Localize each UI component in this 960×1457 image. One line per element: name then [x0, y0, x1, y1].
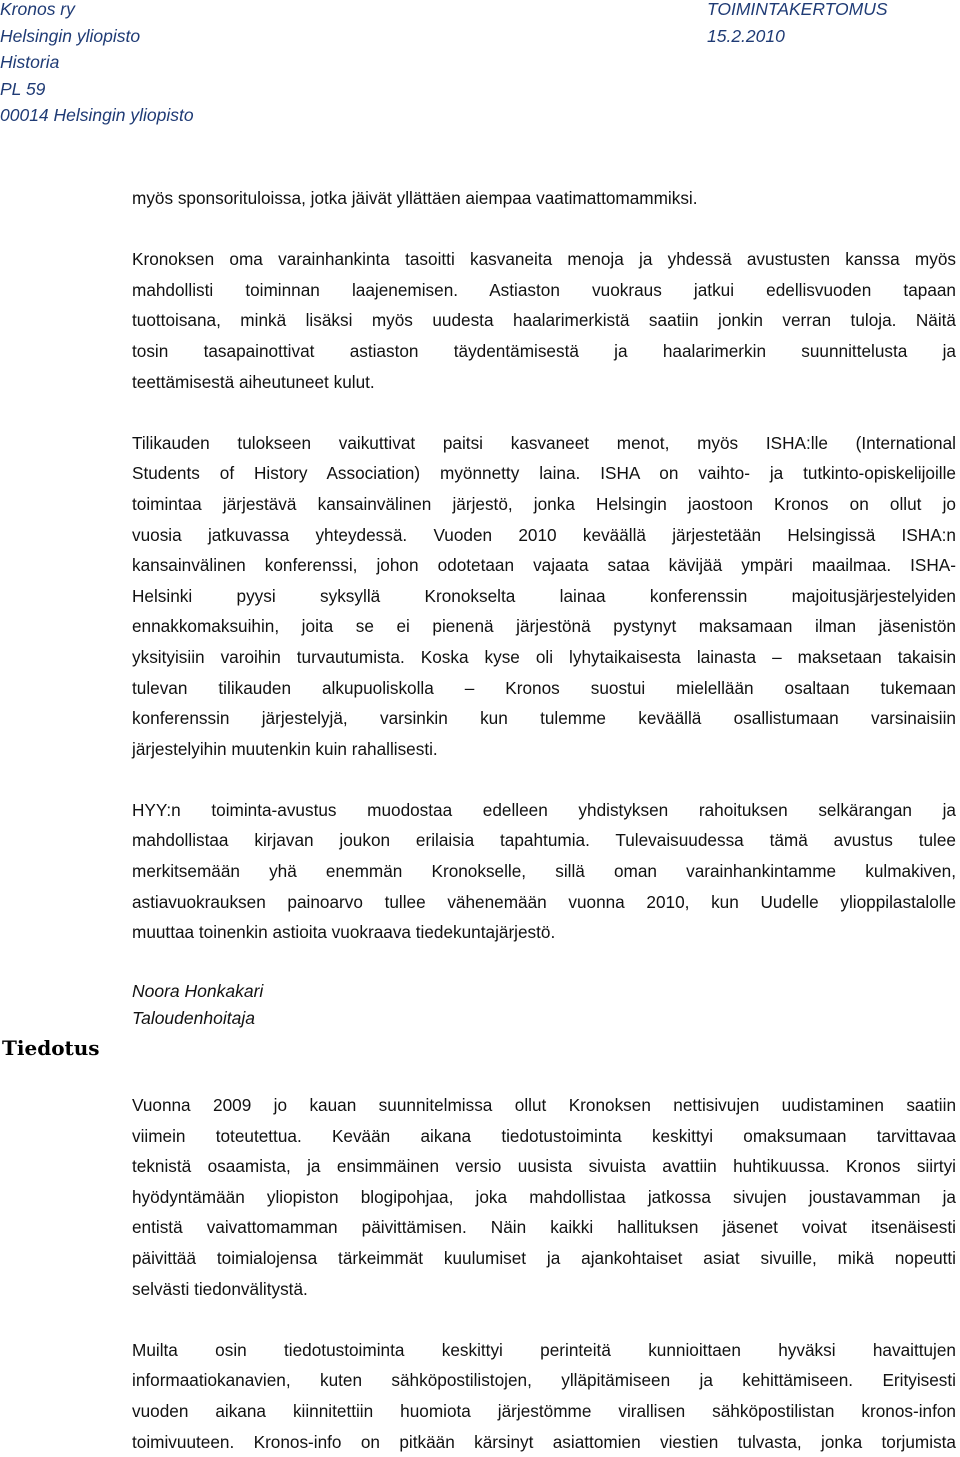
paragraph — [132, 795, 956, 948]
signatory-name: Noora Honkakari — [132, 981, 264, 1002]
text-line: toimivuuteen. Kronos-info on pitkään kärsinyt asiattomien viestien tulvasta, jonka torjumista — [132, 1431, 956, 1452]
text-line: vuosia jatkuvassa yhteydessä. Vuoden 2010 keväällä järjestetään Helsingissä ISHA:n — [132, 524, 956, 545]
finance-section-body — [132, 183, 956, 1032]
text-line: Vuonna 2009 jo kauan suunnitelmissa ollut Kronoksen nettisivujen uudistaminen saatiin — [132, 1095, 956, 1115]
text-line: informaatiokanavien, kuten sähköpostilistojen, ylläpitämiseen ja kehittämiseen. Erityisesti — [132, 1370, 956, 1391]
text-line: Helsinki pyysi syksyllä Kronokselta lainaa konferenssin majoitusjärjestelyiden — [132, 585, 956, 606]
text-line: entistä vaivattomamman päivittämisen. Näin kaikki hallituksen jäsenet voivat itsenäisesti — [132, 1217, 956, 1238]
text-line: teettämisestä aiheutuneet kulut. — [132, 371, 375, 392]
signatory-role: Taloudenhoitaja — [132, 1008, 255, 1029]
postal-address: 00014 Helsingin yliopisto — [0, 105, 194, 125]
text-line: teknistä osaamista, ja ensimmäinen versio uusista sivuista avattiin huhtikuussa. Kronos siirtyi — [132, 1156, 956, 1177]
text-line: tosin tasapainottivat astiaston täydentämisestä ja haalarimerkin suunnittelusta ja — [132, 340, 956, 361]
document-type: TOIMINTAKERTOMUS — [707, 0, 888, 19]
paragraph — [132, 428, 956, 765]
text-line: myös sponsorituloissa, jotka jäivät yllättäen aiempaa vaatimattomammiksi. — [132, 188, 698, 208]
sender-address — [0, 0, 194, 129]
text-line: selvästi tiedonvälitystä. — [132, 1278, 308, 1299]
paragraph — [132, 244, 956, 397]
document-info — [707, 0, 888, 49]
text-line: astiavuokrauksen painoarvo tullee vähenemään vuonna 2010, kun Uudelle ylioppilastalolle — [132, 891, 956, 912]
document-header — [0, 0, 960, 130]
text-line: Kronoksen oma varainhankinta tasoitti kasvaneita menoja ja yhdessä avustusten kanssa myös — [132, 249, 956, 270]
document-date: 15.2.2010 — [707, 25, 785, 46]
text-line: päivittää toimialojensa tärkeimmät kuulumiset ja ajankohtaiset asiat sivuille, mikä nopeutti — [132, 1247, 956, 1268]
communications-section-body — [132, 1090, 956, 1457]
signature-block — [132, 978, 956, 1032]
university-name: Helsingin yliopisto — [0, 25, 141, 46]
text-line: mahdollisti toiminnan laajenemisen. Astiaston vuokraus jatkui edellisvuoden tapaan — [132, 279, 956, 300]
text-line: hyödyntämään yliopiston blogipohjaa, joka mahdollistaa jatkossa sivujen joustavamman ja — [132, 1186, 956, 1207]
text-line: merkitsemään yhä enemmän Kronokselle, sillä oman varainhankintamme kulmakiven, — [132, 861, 956, 882]
po-box: PL 59 — [0, 78, 46, 99]
text-line: konferenssin järjestelyjä, varsinkin kun tulemme keväällä osallistumaan varsinaisiin — [132, 708, 956, 729]
text-line: HYY:n toiminta-avustus muodostaa edelleen yhdistyksen rahoituksen selkärangan ja — [132, 799, 956, 820]
text-line: tulevan tilikauden alkupuoliskolla – Kronos suostui mielellään osaltaan tukemaan — [132, 677, 956, 698]
paragraph — [132, 183, 956, 214]
text-line: muuttaa toinenkin astioita vuokraava tiedekuntajärjestö. — [132, 922, 556, 943]
org-name: Kronos ry — [0, 0, 75, 19]
paragraph — [132, 1090, 956, 1304]
text-line: Muilta osin tiedotustoiminta keskittyi perinteitä kunnioittaen hyväksi havaittujen — [132, 1339, 956, 1360]
text-line: Students of History Association) myönnetty laina. ISHA on vaihto- ja tutkinto-opiskelijoille — [132, 463, 956, 484]
text-line: mahdollistaa kirjavan joukon erilaisia tapahtumia. Tulevaisuudessa tämä avustus tulee — [132, 830, 956, 851]
text-line: viimein toteutettua. Kevään aikana tiedotustoiminta keskittyi omaksumaan tarvittavaa — [132, 1125, 956, 1146]
department-name: Historia — [0, 52, 60, 72]
text-line: ennakkomaksuihin, joita se ei pienenä järjestönä pystynyt maksamaan ilman jäsenistön — [132, 616, 956, 637]
paragraph — [132, 1335, 956, 1457]
text-line: Tilikauden tulokseen vaikuttivat paitsi kasvaneet menot, myös ISHA:lle (International — [132, 432, 956, 453]
text-line: vuoden aikana kiinnitettiin huomiota järjestömme virallisen sähköpostilistan kronos-infon — [132, 1400, 956, 1421]
text-line: järjestelyihin muutenkin kuin rahallisesti. — [132, 738, 438, 759]
section-heading: Tiedotus — [2, 1036, 100, 1060]
text-line: kansainvälinen konferenssi, johon odotetaan vajaata sataa kävijää ympäri maailmaa. ISHA- — [132, 555, 956, 576]
text-line: tuottoisana, minkä lisäksi myös uudesta haalarimerkistä saatiin jonkin verran tuloja. Näitä — [132, 310, 956, 331]
text-line: toimintaa järjestävä kansainvälinen järjestö, jonka Helsingin jaostoon Kronos on ollut jo — [132, 493, 956, 514]
text-line: yksityisiin varoihin turvautumista. Koska kyse oli lyhytaikaisesta lainasta – maksetaan takaisin — [132, 646, 956, 667]
